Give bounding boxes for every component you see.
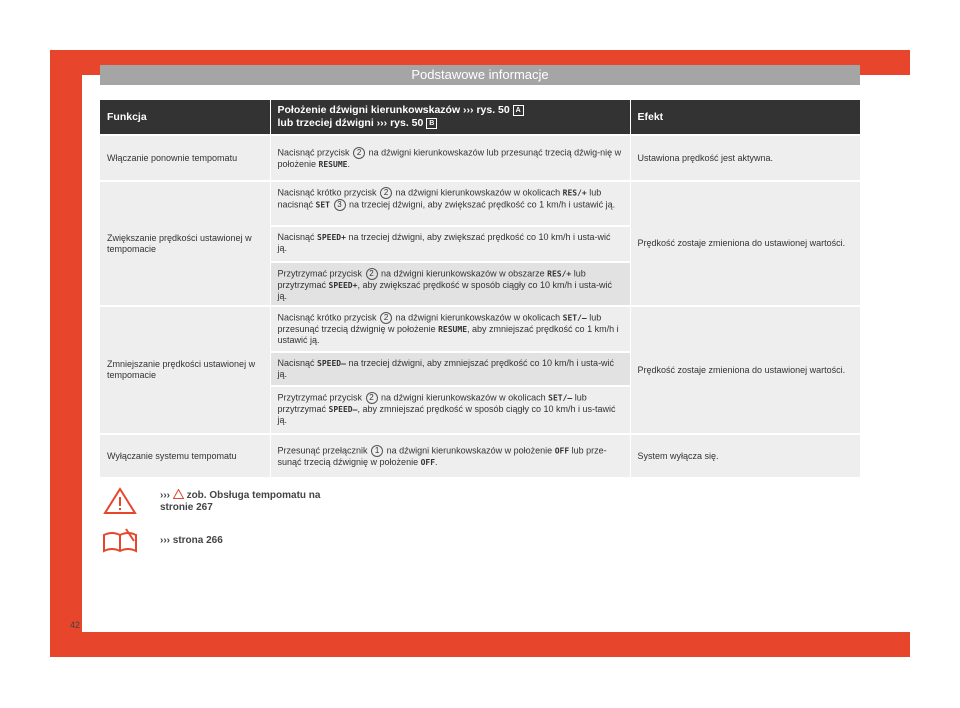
function-cell: Zwiększanie prędkości ustawionej w tempomacie: [100, 181, 270, 306]
effect-cell: Prędkość zostaje zmieniona do ustawionej wartości.: [630, 181, 860, 306]
switch-label: RESUME: [438, 325, 468, 334]
cruise-control-table: [100, 100, 860, 477]
switch-label: SET/–: [548, 393, 573, 403]
action-cell: [270, 306, 630, 434]
switch-label: RES/+: [547, 269, 572, 279]
function-cell: Włączanie ponownie tempomatu: [100, 135, 270, 181]
button-number-badge: 2: [380, 312, 392, 324]
action-step: Przytrzymać przycisk 2 na dźwigni kierunkowskazów w okolicach SET/– lub przytrzymać SPEED–, aby zmniejszać prędkość w sposób ciągły co 10 km/h i us-tawić ją.: [271, 385, 630, 433]
button-number-badge: 2: [366, 268, 378, 280]
table-header-row: [100, 100, 860, 135]
action-step: Nacisnąć krótko przycisk 2 na dźwigni kierunkowskazów w okolicach RES/+ lub nacisnąć SET 3 na trzeciej dźwigni, aby zwiększać prędkość co 1 km/h i ustawić ją.: [277, 187, 616, 210]
table-row: [100, 181, 860, 306]
switch-label: SPEED–: [317, 359, 346, 368]
effect-cell: Ustawiona prędkość jest aktywna.: [630, 135, 860, 181]
effect-cell: System wyłącza się.: [630, 434, 860, 477]
table-row: [100, 135, 860, 181]
button-number-badge: 3: [334, 199, 346, 211]
action-cell: Przesunąć przełącznik 1 na dźwigni kierunkowskazów w położenie OFF lub prze-sunąć trzecią dźwignię w położenie OFF.: [270, 434, 630, 477]
button-number-badge: 2: [353, 147, 365, 159]
button-number-badge: 1: [371, 445, 383, 457]
button-number-badge: 2: [366, 392, 378, 404]
switch-label: SET: [315, 200, 330, 210]
switch-label: SPEED–: [328, 405, 358, 414]
warning-triangle-icon: [100, 486, 140, 516]
book-icon: [100, 526, 140, 556]
action-step: Przytrzymać przycisk 2 na dźwigni kierunkowskazów w obszarze RES/+ lub przytrzymać SPEED+, aby zwiększać prędkość w sposób ciągły co 10 km/h i usta-wić ją.: [271, 261, 630, 305]
switch-label: RESUME: [318, 159, 348, 169]
effect-cell: Prędkość zostaje zmieniona do ustawionej wartości.: [630, 306, 860, 434]
figure-ref-b: B: [426, 118, 437, 129]
book-note: [100, 526, 340, 556]
figure-ref-a: A: [513, 105, 524, 116]
switch-label: SPEED+: [317, 233, 346, 242]
reference-notes: [100, 482, 340, 562]
button-number-badge: 2: [380, 187, 392, 199]
header-function: Funkcja: [100, 100, 270, 135]
warning-inline-icon: [173, 489, 184, 499]
section-title: Podstawowe informacje: [411, 67, 549, 82]
action-step: Nacisnąć SPEED– na trzeciej dźwigni, aby zmniejszać prędkość co 10 km/h i usta-wić ją.: [271, 351, 630, 385]
table-row: [100, 306, 860, 434]
switch-label: RES/+: [562, 188, 587, 198]
page-number: 42: [70, 620, 81, 630]
switch-label: SET/–: [562, 313, 587, 323]
function-cell: Zmniejszanie prędkości ustawionej w tempomacie: [100, 306, 270, 434]
section-header: [100, 65, 860, 85]
function-cell: Wyłączanie systemu tempomatu: [100, 434, 270, 477]
switch-label: OFF: [554, 445, 570, 455]
action-cell: [270, 181, 630, 306]
warning-note: ››› zob. Obsługa tempomatu na stronie 267: [100, 486, 340, 516]
table-row: [100, 434, 860, 477]
switch-label: SPEED+: [328, 281, 358, 290]
header-lever-position: Położenie dźwigni kierunkowskazów ››› rys. 50 A lub trzeciej dźwigni ››› rys. 50 B: [270, 100, 630, 135]
action-step: Nacisnąć SPEED+ na trzeciej dźwigni, aby zwiększać prędkość co 10 km/h i usta-wić ją.: [271, 225, 630, 261]
action-step: Nacisnąć krótko przycisk 2 na dźwigni kierunkowskazów w okolicach SET/– lub przesunąć trzecią dźwignię w położenie RESUME, aby zmniejszać prędkość co 1 km/h i ustawić ją.: [277, 312, 619, 345]
header-effect: Efekt: [630, 100, 860, 135]
action-cell: Nacisnąć przycisk 2 na dźwigni kierunkowskazów lub przesunąć trzecią dźwig-nię w położenie RESUME.: [270, 135, 630, 181]
book-reference-link[interactable]: ››› strona 266: [160, 535, 223, 546]
switch-label: OFF: [420, 457, 436, 467]
warning-reference-link[interactable]: zob. Obsługa tempomatu na stronie 267: [160, 489, 321, 513]
